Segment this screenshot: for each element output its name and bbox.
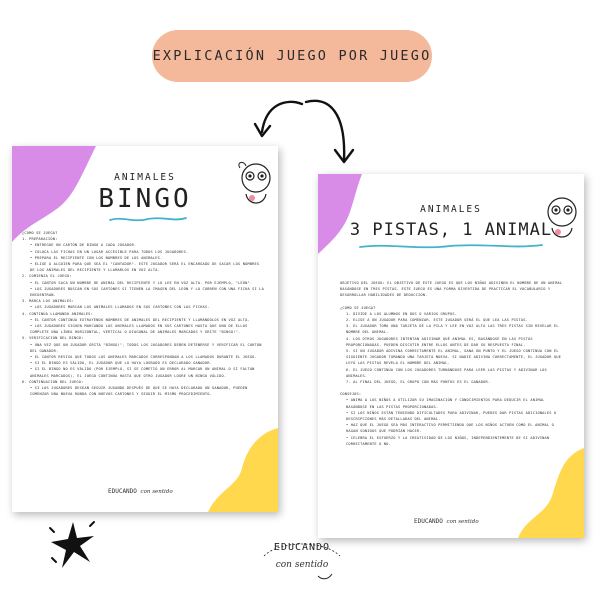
logo-top-text: EDUCANDO [273,542,331,553]
yellow-corner-blob [208,428,278,512]
rule-line: 2. COMIENZA EL JUEGO: [22,274,72,279]
title-underline [358,242,544,250]
rule-line: OBJETIVO DEL JUEGO: EL OBJETIVO DE ESTE JUEGO ES QUE LOS NIÑOS ADIVINEN EL NOMBRE DE UN ANIMAL BASÁNDOSE EN TRES PISTAS. ESTE JUEGO ES UNA FORMA DIVERTIDA DE PRACTICAR EL VOCABULARIO Y DESARROLLAR HABILIDADES DE DEDUCCIÓN. [340,281,563,298]
rule-line: • EL CANTOR REVISA QUE TODOS LOS ANIMALES MARCADOS CORRESPONDAN A LOS LLAMADOS DURANTE EL JUEGO. [30,355,257,360]
rule-line: • SI LOS NIÑOS ESTÁN TENIENDO DIFICULTADES PARA ADIVINAR, PUEDES DAR PISTAS ADICIONALES O DESCRIPCIONES MÁS DETALLADAS DEL ANIMAL. [346,410,557,422]
header-pill [152,30,432,82]
rule-line: • EL CANTOR CONTINÚA EXTRAYENDO NOMBRES DE ANIMALES DEL RECIPIENTE Y LLAMÁNDOLOS EN VOZ ALTA. [30,317,250,322]
bingo-footer [108,488,173,495]
rule-line: • PREPARA EL RECIPIENTE CON LOS NOMBRES DE LOS ANIMALES. [30,255,163,260]
rule-line: CONSEJOS: [340,392,362,397]
footer-brand: EDUCANDO [414,518,443,525]
pistas-title: 3 PISTAS, 1 ANIMAL [349,220,553,240]
rule-line: 3. MARCA LOS ANIMALES: [22,299,74,304]
rule-line: • LOS JUGADORES SIGUEN MARCANDO LOS ANIMALES LLAMADOS EN SUS CARTONES HASTA QUE UNO DE ELLOS COMPLETE UNA LÍNEA HORIZONTAL, VERTICAL O DIAGONAL DE ANIMALES MARCADOS Y GRITE "BINGO!". [30,324,248,335]
title-underline [108,215,188,223]
star-icon [46,518,100,574]
bingo-title: BINGO [98,184,192,214]
bingo-page [12,146,278,512]
rule-line: • CELEBRA EL ESFUERZO Y LA CREATIVIDAD DE LOS NIÑOS, INDEPENDIENTEMENTE DE SI ADIVINAN CORRECTAMENTE O NO. [346,435,550,446]
rule-line: • EL CANTOR SACA UN NOMBRE DE ANIMAL DEL RECIPIENTE Y LO LEE EN VOZ ALTA. POR EJEMPLO, "LEÓN". [30,280,253,285]
rule-line: 1. DIVIDE A LOS ALUMNOS EN DOS O VARIOS GRUPOS. [346,311,458,316]
rule-line: 3. EL JUGADOR TOMA UNA TARJETA DE LA PILA Y LEE EN VOZ ALTA LAS TRES PISTAS SIN REVELAR EL NOMBRE DEL ANIMAL. [346,324,559,335]
rule-line: 1. PREPARACIÓN: [22,237,58,242]
rule-line: • ANIMA A LOS NIÑOS A UTILIZAR SU IMAGINACIÓN Y CONOCIMIENTOS PARA DEDUCIR EL ANIMAL BASÁNDOSE EN LAS PISTAS PROPORCIONADAS. [346,398,545,409]
bingo-subtitle: ANIMALES [114,172,176,183]
yellow-corner-blob [518,448,584,538]
logo-bottom-text: con sentido [275,560,329,570]
pistas-footer [414,518,479,525]
right-arrow-icon [300,94,370,170]
pistas-page [318,174,584,538]
rule-line: • ELIGE A ALGUIEN PARA QUE SEA EL "CANTADOR". ESTE JUGADOR SERÁ EL ENCARGADO DE SACAR LOS NOMBRES DE LOS ANIMALES DEL RECIPIENTE Y LLAMARLOS EN VOZ ALTA. [30,262,260,273]
rule-line: • LOS JUGADORES BUSCAN EN SUS CARTONES SI TIENEN LA IMAGEN DEL LEÓN Y LO CUBREN CON UNA FICHA SI LA ENCUENTRAN. [30,286,264,298]
rule-line: • HAZ QUE EL JUEGO SEA MÁS INTERACTIVO PERMITIENDO QUE LOS NIÑOS ACTÚEN COMO EL ANIMAL O HAGAN SONIDOS QUE PODRÍAN HACER. [346,423,554,434]
rule-line: 6. CONTINUACIÓN DEL JUEGO: [22,379,84,384]
rule-line: • UNA VEZ QUE UN JUGADOR GRITA "BINGO!", TODOS LOS JUGADORES DEBEN DETENERSE Y VERIFICAR EL CARTÓN DEL GANADOR. [30,342,262,353]
rule-line: ¿CÓMO SE JUEGA? [340,305,376,310]
footer-script: con sentido [446,519,479,525]
rule-line: • LOS JUGADORES MARCAN LOS ANIMALES LLAMADOS EN SUS CARTONES CON LAS FICHAS. [30,305,210,310]
rule-line: • SI LOS JUGADORES DESEAN SEGUIR JUGANDO DESPUÉS DE QUE SE HAYA DECLARADO UN GANADOR, PUEDEN COMENZAR UNA NUEVA RONDA CON NUEVOS CARTONES Y SEGUIR EL MISMO PROCEDIMIENTO. [30,386,248,397]
rule-line: 4. CONTINÚA LLAMANDO ANIMALES: [22,311,93,316]
rule-line: • COLOCA LAS FICHAS EN UN LUGAR ACCESIBLE PARA TODOS LOS JUGADORES. [30,249,189,254]
rule-line: • ENTREGUE UN CARTÓN DE BINGO A CADA JUGADOR. [30,243,137,248]
pistas-subtitle: ANIMALES [420,204,482,215]
rule-line: • SI EL BINGO NO ES VÁLIDO (POR EJEMPLO, SI SE COMETIÓ UN ERROR AL MARCAR UN ANIMAL O SI FALTAN ANIMALES MARCADOS), EL JUEGO CONTINÚA HASTA QUE OTRO JUGADOR LOGRE UN BINGO VÁLIDO. [30,367,255,378]
rule-line: 5. SI UN JUGADOR ADIVINA CORRECTAMENTE EL ANIMAL, GANA UN PUNTO Y EL JUEGO CONTINÚA CON EL SIGUIENTE JUGADOR TOMANDO UNA TARJETA NUEVA. SI NADIE ADIVINA CORRECTAMENTE, EL JUGADOR QUE LEYÓ LAS PISTAS REVELA EL NOMBRE DEL ANIMAL. [346,349,562,366]
left-arrow-icon [246,96,306,146]
footer-script: con sentido [140,489,173,495]
bingo-rules [22,230,266,397]
rule-line: 7. AL FINAL DEL JUEGO, EL GRUPO CON MÁS PUNTOS ES EL GANADOR. [346,380,491,385]
pistas-rules [340,280,568,447]
rule-line: 2. ELIGE A UN JUGADOR PARA COMENZAR. ESTE JUGADOR SERÁ EL QUE LEA LAS PISTAS. [346,318,528,323]
rule-line: 5. VERIFICACIÓN DEL BINGO: [22,336,84,341]
brand-logo [256,536,348,592]
footer-brand: EDUCANDO [108,488,137,495]
rule-line: • SI EL BINGO ES VÁLIDO, EL JUGADOR QUE LO HAYA LOGRADO ES DECLARADO GANADOR. [30,361,212,366]
header-label: EXPLICACIÓN JUEGO POR JUEGO [152,48,432,64]
rule-line: 6. EL JUEGO CONTINÚA CON LOS JUGADORES TURNÁNDOSE PARA LEER LAS PISTAS Y ADIVINAR LOS ANIMALES. [346,367,547,378]
rule-line: 4. LOS OTROS JUGADORES INTENTAN ADIVINAR QUÉ ANIMAL ES, BASÁNDOSE EN LAS PISTAS PROPORCIONADAS. PUEDEN DISCUTIR ENTRE ELLOS ANTES DE DAR SU RESPUESTA FINAL. [346,336,533,347]
rule-line: ¿CÓMO SE JUEGA? [22,231,58,235]
